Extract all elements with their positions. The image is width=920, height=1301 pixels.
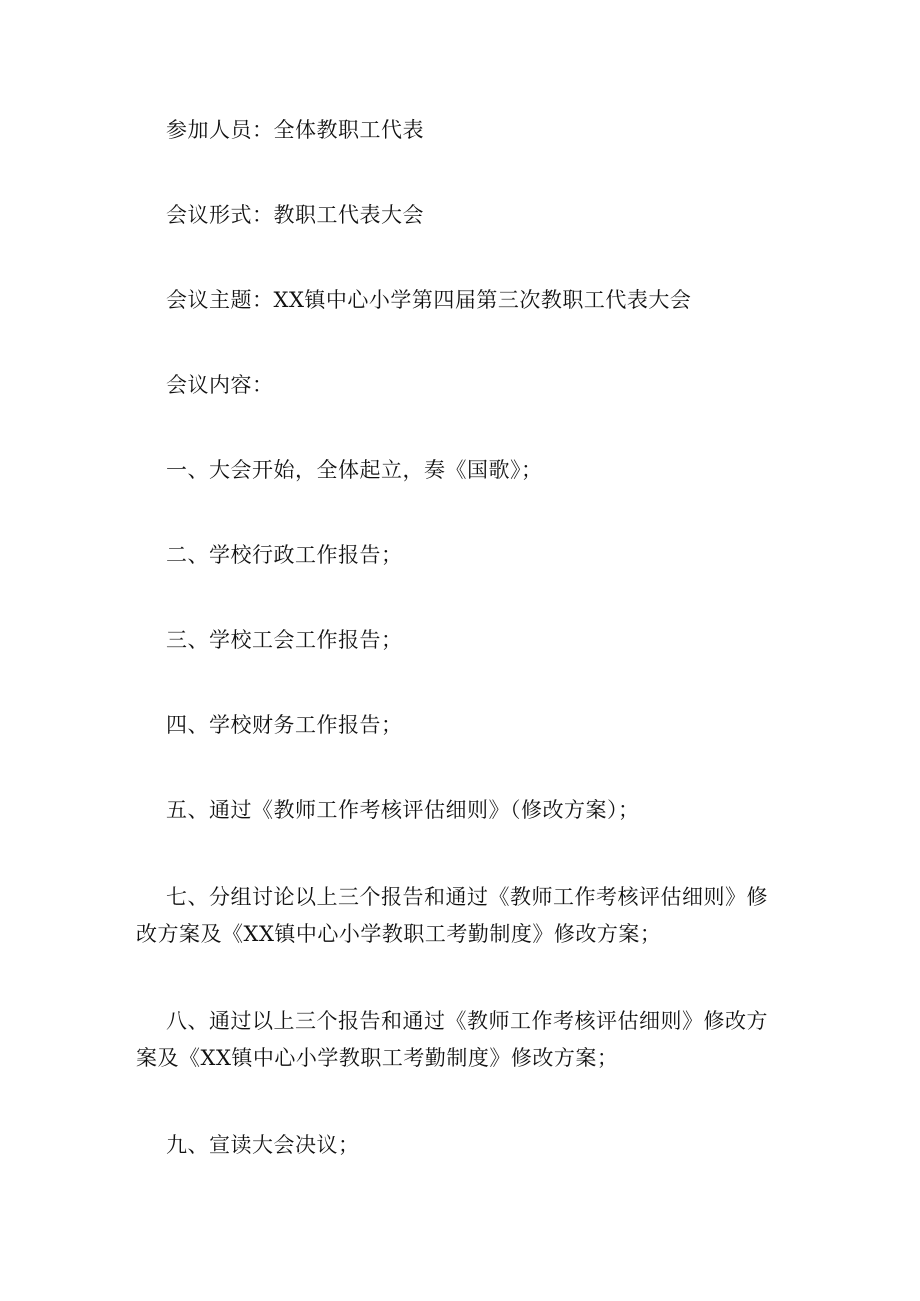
document-body xyxy=(136,112,784,1164)
paragraph-participants: 参加人员：全体教职工代表 xyxy=(166,118,424,142)
paragraph-meeting-content-heading: 会议内容： xyxy=(166,373,274,397)
agenda-item-5: 五、通过《教师工作考核评估细则》（修改方案）； xyxy=(166,798,640,822)
agenda-item-4: 四、学校财务工作报告； xyxy=(166,713,403,737)
paragraph-meeting-theme: 会议主题：XX镇中心小学第四届第三次教职工代表大会 xyxy=(166,288,692,312)
agenda-item-1: 一、大会开始，全体起立，奏《国歌》； xyxy=(166,458,543,482)
agenda-item-8: 八、通过以上三个报告和通过《教师工作考核评估细则》修改方案及《XX镇中心小学教职工考勤制度》修改方案； xyxy=(136,1009,768,1070)
agenda-item-3: 三、学校工会工作报告； xyxy=(166,628,403,652)
agenda-item-2: 二、学校行政工作报告； xyxy=(166,543,403,567)
paragraph-meeting-format: 会议形式：教职工代表大会 xyxy=(166,203,424,227)
agenda-item-7: 七、分组讨论以上三个报告和通过《教师工作考核评估细则》修改方案及《XX镇中心小学教职工考勤制度》修改方案； xyxy=(136,885,768,946)
agenda-item-9: 九、宣读大会决议； xyxy=(166,1133,360,1157)
